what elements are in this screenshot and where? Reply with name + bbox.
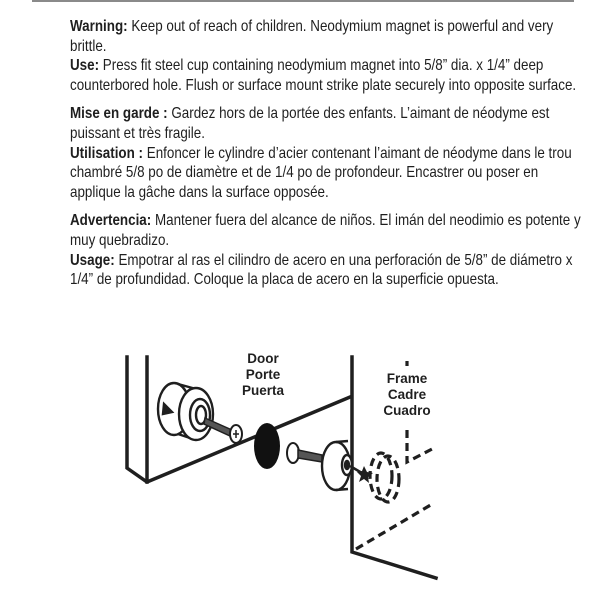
use-text-en: Press fit steel cup containing neodymium magnet into 5/8” dia. x 1/4” deep counterbored hole. Flush or surface mount strike plate securely into opposite surface.	[70, 57, 577, 94]
frame-label-es: Cuadro	[383, 403, 431, 418]
strike-plate-screw	[287, 443, 322, 463]
counterbored-hole	[254, 423, 280, 469]
warning-text-en: Keep out of reach of children. Neodymium magnet is powerful and very brittle.	[70, 18, 554, 55]
warning-label-fr: Mise en garde :	[70, 105, 168, 123]
warning-text-es: Mantener fuera del alcance de niños. El imán del neodimio es potente y muy quebradizo.	[70, 212, 581, 249]
frame-label-en: Frame	[386, 371, 428, 386]
use-text-es: Empotrar al ras el cilindro de acero en una perforación de 5/8” de diámetro x 1/4” de profundidad. Coloque la placa de acero en la superficie opuesta.	[70, 251, 573, 289]
warning-label-en: Warning:	[70, 18, 128, 35]
use-label-es: Usage:	[70, 251, 115, 269]
frame-dashed-edge	[356, 503, 434, 549]
use-text-fr: Enfoncer le cylindre d’acier contenant l’aimant de néodyme dans le trou chambré 5/8 po de diamètre et de 1/4 po de profondeur. Encastrer ou poser en applique la gâche dans la surface opposée.	[70, 144, 572, 201]
use-label-en: Use:	[70, 57, 100, 75]
frame-label	[383, 371, 430, 418]
frame-dashed-corner	[407, 430, 436, 462]
strike-hole-outline	[370, 453, 392, 499]
warning-label-es: Advertencia:	[70, 212, 152, 230]
door-label-es: Puerta	[241, 383, 285, 398]
door-label-en: Door	[247, 351, 279, 366]
door-label	[242, 351, 285, 398]
use-label-fr: Utilisation :	[70, 144, 144, 162]
magnet-cup	[158, 383, 213, 440]
warning-text-fr: Gardez hors de la portée des enfants. L’aimant de néodyme est puissant et très fragile.	[70, 105, 550, 142]
frame-label-fr: Cadre	[387, 387, 427, 402]
door-label-fr: Porte	[245, 367, 281, 382]
strike-plate	[322, 441, 352, 490]
